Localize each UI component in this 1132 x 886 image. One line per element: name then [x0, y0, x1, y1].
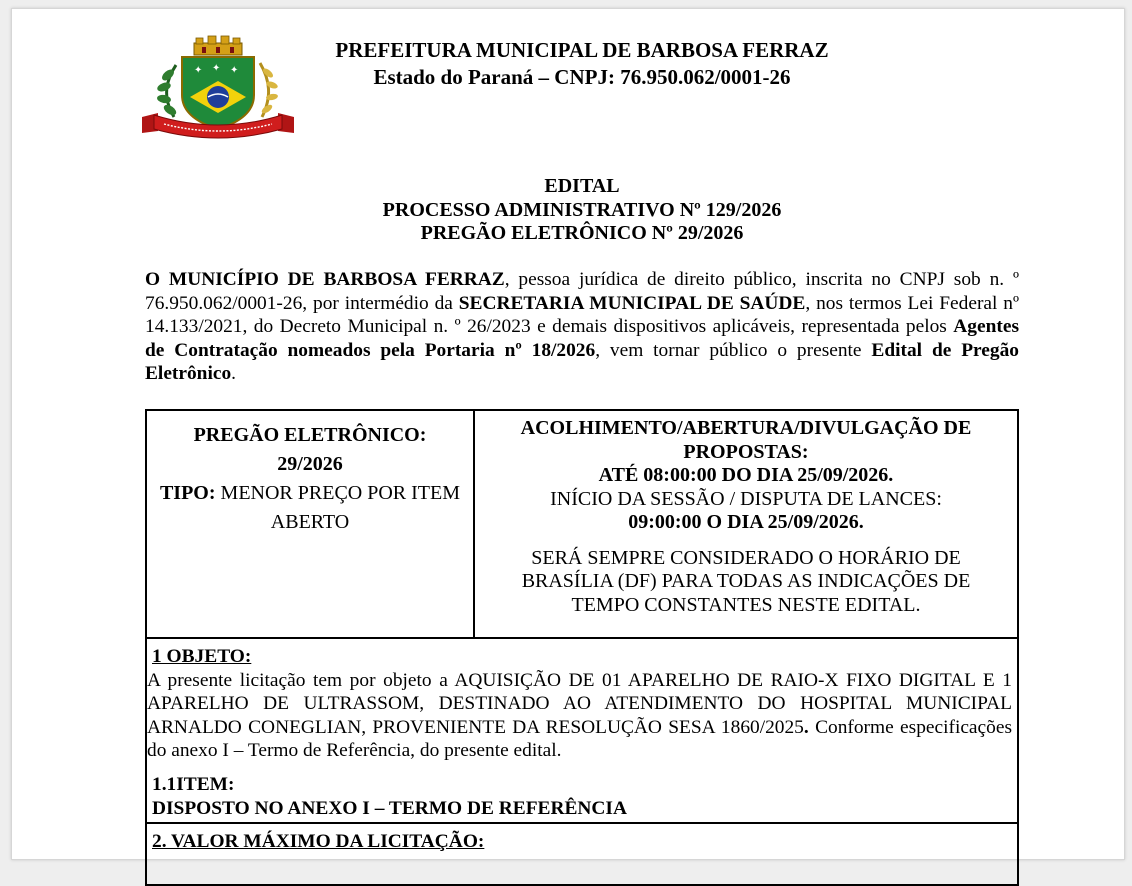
- dates-info-cell: [474, 410, 1018, 638]
- page-header: [312, 37, 852, 91]
- intro-paragraph: [145, 268, 1019, 386]
- svg-text:✦: ✦: [194, 65, 203, 76]
- agentes-portaria: Agentes de Contratação nomeados pela Portaria nº 18/2026: [145, 316, 1019, 361]
- objeto-text: [147, 669, 1012, 763]
- objeto-heading: 1 OBJETO:: [152, 646, 252, 667]
- pregao-info-cell: [146, 410, 474, 638]
- objeto-text-end: Conforme especificações do anexo I – Termo de Referência, do presente edital.: [147, 716, 1012, 762]
- valor-row: [146, 823, 1018, 885]
- item-text: DISPOSTO NO ANEXO I – TERMO DE REFERÊNCIA: [152, 797, 627, 819]
- intro-text-1: , pessoa jurídica de direito público, inscrita no CNPJ sob n. º 76.950.062/0001-26, por intermédio da: [145, 269, 1019, 314]
- document-title: [12, 175, 1132, 246]
- acolhimento-date: ATÉ 08:00:00 DO DIA 25/09/2026.: [598, 464, 894, 486]
- document-page: [11, 8, 1125, 860]
- svg-text:✦: ✦: [230, 65, 239, 76]
- svg-text:✦: ✦: [212, 63, 221, 74]
- pregao-number: 29/2026: [277, 453, 343, 475]
- horario-brasilia-note: SERÁ SEMPRE CONSIDERADO O HORÁRIO DE BRASÍLIA (DF) PARA TODAS AS INDICAÇÕES DE TEMPO CONSTANTES NESTE EDITAL.: [521, 546, 971, 616]
- intro-text-4: .: [231, 363, 237, 385]
- edital-title: EDITAL: [544, 175, 620, 197]
- municipal-coat-of-arms-logo: [138, 35, 298, 139]
- valor-cell: [146, 823, 1018, 885]
- inicio-sessao-label: INÍCIO DA SESSÃO / DISPUTA DE LANCES:: [550, 487, 942, 510]
- tipo-value: MENOR PREÇO POR ITEM: [215, 482, 461, 504]
- secretaria-name: SECRETARIA MUNICIPAL DE SAÚDE: [458, 292, 806, 314]
- inicio-sessao-date: 09:00:00 O DIA 25/09/2026.: [628, 511, 864, 533]
- municipio-name: O MUNICÍPIO DE BARBOSA FERRAZ: [145, 269, 505, 290]
- intro-text-3: , vem tornar público o presente: [595, 339, 872, 361]
- acolhimento-label: ACOLHIMENTO/ABERTURA/DIVULGAÇÃO DE PROPOSTAS:: [520, 417, 972, 463]
- edital-info-table: [145, 409, 1019, 886]
- tipo-aberto: ABERTO: [270, 511, 350, 533]
- valor-maximo-heading: 2. VALOR MÁXIMO DA LICITAÇÃO:: [152, 831, 485, 853]
- prefeitura-title: PREFEITURA MUNICIPAL DE BARBOSA FERRAZ: [335, 38, 829, 62]
- item-heading: 1.1ITEM:: [152, 773, 235, 795]
- objeto-text-period: .: [803, 716, 809, 738]
- edital-pregao-eletronico: Edital de Pregão Eletrônico: [145, 339, 1019, 385]
- pregao-label: PREGÃO ELETRÔNICO:: [193, 424, 427, 446]
- objeto-row: [146, 638, 1018, 823]
- pregao-title: PREGÃO ELETRÔNICO Nº 29/2026: [420, 222, 744, 244]
- estado-cnpj: Estado do Paraná – CNPJ: 76.950.062/0001-26: [373, 65, 791, 89]
- tipo-label: TIPO:: [159, 482, 216, 504]
- processo-title: PROCESSO ADMINISTRATIVO Nº 129/2026: [382, 198, 782, 221]
- objeto-text-main: A presente licitação tem por objeto a AQUISIÇÃO DE 01 APARELHO DE RAIO-X FIXO DIGITAL E 1 APARELHO DE ULTRASSOM, DESTINADO AO ATENDIMENTO DO HOSPITAL MUNICIPAL ARNALDO CONEGLIAN, PROVENIENTE DA RESOLUÇÃO SESA 1860/2025: [147, 669, 1012, 738]
- info-row: [146, 410, 1018, 638]
- objeto-cell: [146, 638, 1018, 823]
- intro-text-2: , nos termos Lei Federal nº 14.133/2021, do Decreto Municipal n. º 26/2023 e demais dispositivos aplicáveis, representada pelos: [145, 292, 1019, 338]
